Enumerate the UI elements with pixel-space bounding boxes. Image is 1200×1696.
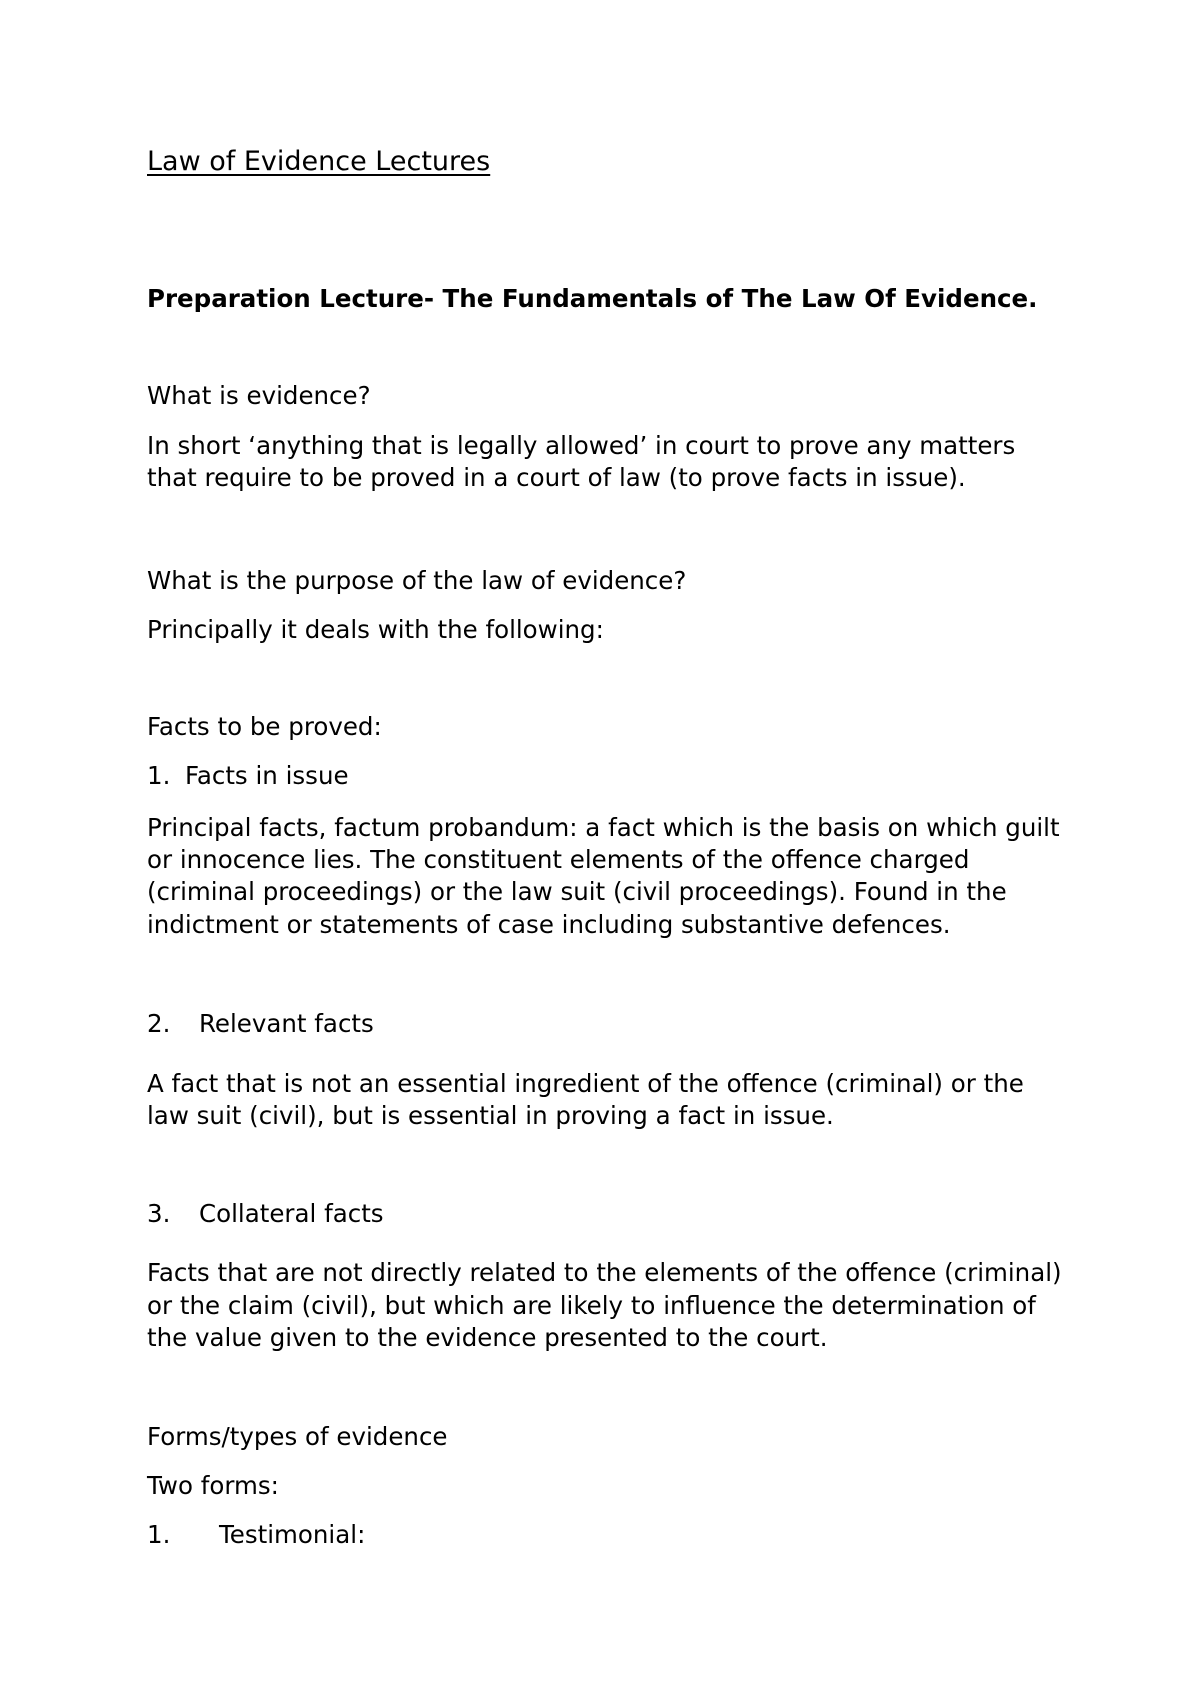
list-label: Collateral facts bbox=[199, 1199, 384, 1228]
paragraph-line: A fact that is not an essential ingredient of the offence (criminal) or the bbox=[147, 1069, 1024, 1098]
list-label: Facts in issue bbox=[185, 761, 349, 790]
list-number: 1. bbox=[147, 1520, 171, 1549]
answer-line-2: that require to be proved in a court of law (to prove facts in issue). bbox=[147, 463, 966, 492]
list-item-testimonial bbox=[147, 1519, 365, 1551]
forms-heading: Forms/types of evidence bbox=[147, 1422, 448, 1451]
paragraph-line: the value given to the evidence presented to the court. bbox=[147, 1323, 828, 1352]
list-item-facts-in-issue bbox=[147, 760, 349, 792]
list-number: 2. bbox=[147, 1009, 171, 1038]
two-forms-text: Two forms: bbox=[147, 1471, 279, 1500]
paragraph-line: Facts that are not directly related to the elements of the offence (criminal) bbox=[147, 1258, 1062, 1287]
list-label: Testimonial: bbox=[219, 1520, 366, 1549]
list-item-relevant-facts bbox=[147, 1008, 374, 1040]
lecture-heading: Preparation Lecture- The Fundamentals of The Law Of Evidence. bbox=[147, 284, 1038, 313]
facts-heading: Facts to be proved: bbox=[147, 712, 382, 741]
paragraph-line: or innocence lies. The constituent elements of the offence charged bbox=[147, 845, 970, 874]
paragraph-line: Principal facts, factum probandum: a fact which is the basis on which guilt bbox=[147, 813, 1060, 842]
question-purpose: What is the purpose of the law of evidence? bbox=[147, 566, 687, 595]
paragraph-line: law suit (civil), but is essential in proving a fact in issue. bbox=[147, 1101, 834, 1130]
purpose-answer: Principally it deals with the following: bbox=[147, 615, 604, 644]
question-what-is-evidence: What is evidence? bbox=[147, 381, 371, 410]
answer-line-1: In short ‘anything that is legally allowed’ in court to prove any matters bbox=[147, 431, 1016, 460]
list-label: Relevant facts bbox=[199, 1009, 374, 1038]
list-item-collateral-facts bbox=[147, 1198, 384, 1230]
list-number: 3. bbox=[147, 1199, 171, 1228]
paragraph-line: indictment or statements of case including substantive defences. bbox=[147, 910, 951, 939]
list-number: 1. bbox=[147, 761, 171, 790]
paragraph-line: (criminal proceedings) or the law suit (civil proceedings). Found in the bbox=[147, 877, 1007, 906]
document-title: Law of Evidence Lectures bbox=[147, 146, 491, 177]
paragraph-line: or the claim (civil), but which are likely to influence the determination of bbox=[147, 1291, 1036, 1320]
